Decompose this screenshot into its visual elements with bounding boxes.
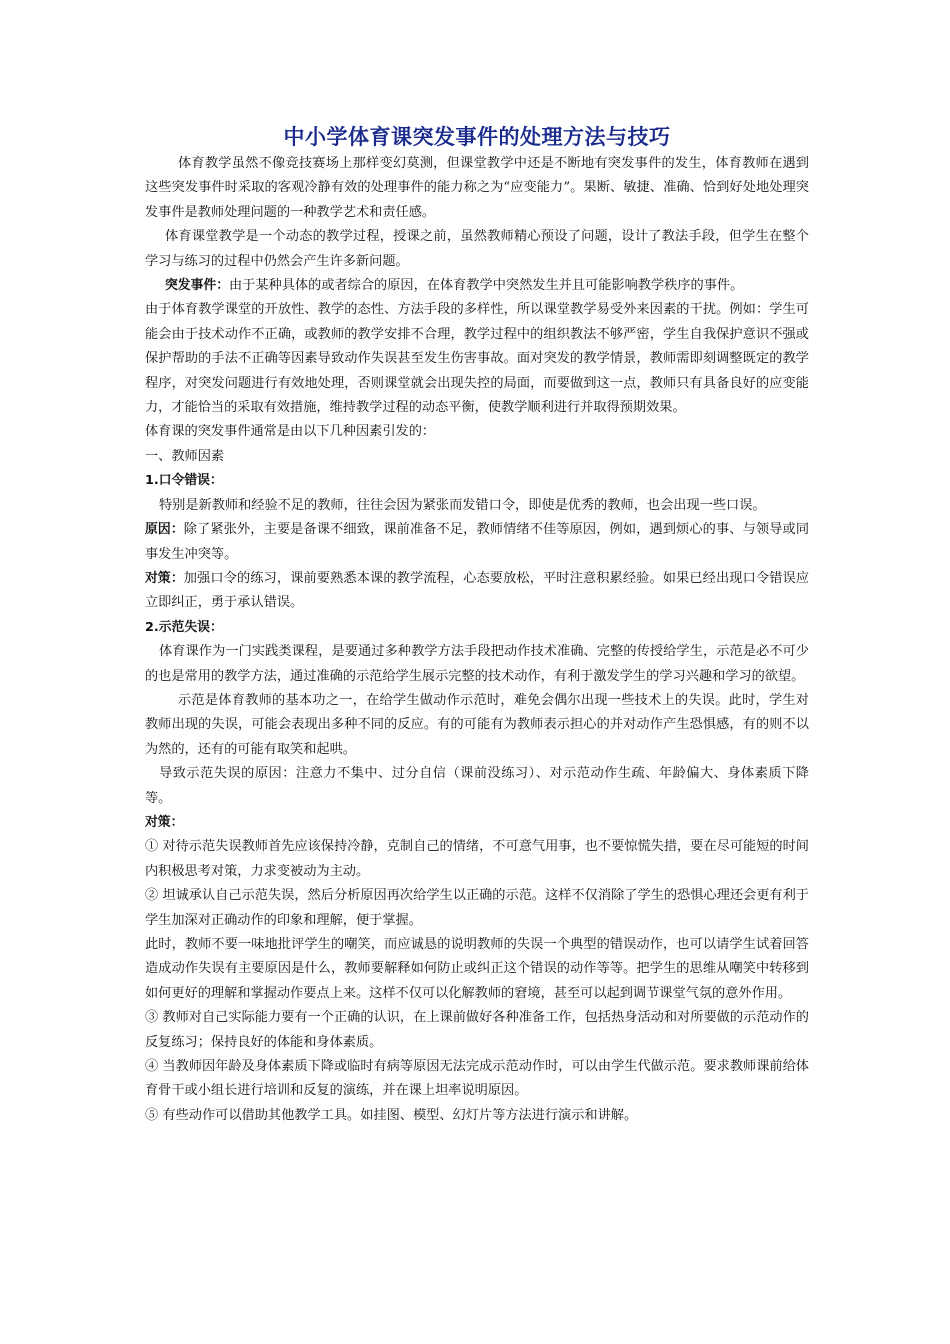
countermeasure-item-1: ① 对待示范失误教师首先应该保持冷静，克制自己的情绪，不可意气用事，也不要惊慌失措，要在尽可能短的时间内积极思考对策，力求变被动为主动。 (145, 839, 809, 879)
page-title: 中小学体育课突发事件的处理方法与技巧 (283, 125, 671, 149)
heading-command-error: 1.口令错误： (145, 473, 223, 489)
section-teacher-factors: 一、教师因素 (145, 448, 225, 464)
countermeasure-item-2: ② 坦诚承认自己示范失误，然后分析原因再次给学生以正确的示范。这样不仅消除了学生的恐惧心理还会更有利于学生加深对正确动作的印象和理解，便于掌握。 (145, 888, 809, 928)
paragraph-command-error: 特别是新教师和经验不足的教师，往往会因为紧张而发错口令，即使是优秀的教师，也会出现一些口误。 (159, 497, 766, 513)
countermeasure-item-3: ③ 教师对自己实际能力要有一个正确的认识，在上课前做好各种准备工作，包括热身活动和对所要做的示范动作的反复练习；保持良好的体能和身体素质。 (145, 1010, 809, 1050)
heading-countermeasures: 对策： (145, 814, 184, 830)
countermeasure-label: 对策： (145, 570, 184, 586)
paragraph-countermeasure (145, 567, 809, 616)
reason-text: 除了紧张外，主要是备课不细致，课前准备不足，教师情绪不佳等原因，例如，遇到烦心的事、与领导或同事发生冲突等。 (145, 522, 810, 562)
countermeasure-text: 加强口令的练习，课前要熟悉本课的教学流程，心态要放松，平时注意积累经验。如果已经出现口令错误应立即纠正，勇于承认错误。 (145, 570, 810, 611)
intro-paragraph: 体育教学虽然不像竞技赛场上那样变幻莫测，但课堂教学中还是不断地有突发事件的发生，体育教师在遇到这些突发事件时采取的客观冷静有效的处理事件的能力称之为“应变能力”。果断、敏捷、准确、恰到好处地处理突发事件是教师处理问题的一种教学艺术和责任感。 (145, 156, 809, 220)
countermeasure-item-5: ⑤ 有些动作可以借助其他教学工具。如挂图、模型、幻灯片等方法进行演示和讲解。 (145, 1107, 638, 1123)
paragraph-definition (145, 274, 809, 298)
paragraph-after-error: 此时，教师不要一味地批评学生的嘲笑，而应诚恳的说明教师的失误一个典型的错误动作，也可以请学生试着回答造成动作失误有主要原因是什么，教师要解释如何防止或纠正这个错误的动作等等。把学生的思维从嘲笑中转移到如何更好的理解和掌握动作要点上来。这样不仅可以化解教师的窘境，甚至可以起到调节课堂气氛的意外作用。 (145, 937, 809, 1001)
heading-demo-error: 2.示范失误： (145, 619, 223, 635)
definition-label: 突发事件： (165, 278, 229, 294)
paragraph-causes: 由于体育教学课堂的开放性、教学的态性、方法手段的多样性，所以课堂教学易受外来因素的干扰。例如：学生可能会由于技术动作不正确，或教师的教学安排不合理，教学过程中的组织教法不够严密，学生自我保护意识不强或保护帮助的手法不正确等因素导致动作失误甚至发生伤害事故。面对突发的教学情景，教师需即刻调整既定的教学程序，对突发问题进行有效地处理，否则课堂就会出现失控的局面，而要做到这一点，教师只有具备良好的应变能力，才能恰当的采取有效措施，维持教学过程的动态平衡，使教学顺利进行并取得预期效果。 (145, 302, 809, 416)
paragraph-factors-intro: 体育课的突发事件通常是由以下几种因素引发的： (145, 424, 436, 440)
paragraph-demo-importance: 体育课作为一门实践类课程，是要通过多种教学方法手段把动作技术准确、完整的传授给学生，示范是必不可少的也是常用的教学方法，通过准确的示范给学生展示完整的技术动作，有利于激发学生的学习兴趣和学习的欲望。 (145, 644, 809, 684)
countermeasure-item-4: ④ 当教师因年龄及身体素质下降或临时有病等原因无法完成示范动作时，可以由学生代做示范。要求教师课前给体育骨干或小组长进行培训和反复的演练，并在课上坦率说明原因。 (145, 1059, 809, 1099)
definition-text: 由于某种具体的或者综合的原因，在体育教学中突然发生并且可能影响教学秩序的事件。 (228, 278, 744, 294)
paragraph-demo-error-causes: 导致示范失误的原因：注意力不集中、过分自信（课前没练习）、对示范动作生疏、年龄偏大、身体素质下降等。 (145, 766, 809, 806)
document-body (145, 122, 809, 1128)
paragraph-classroom-dynamic: 体育课堂教学是一个动态的教学过程，授课之前，虽然教师精心预设了问题，设计了教法手段，但学生在整个学习与练习的过程中仍然会产生许多新问题。 (145, 229, 809, 269)
paragraph-reason (145, 518, 809, 567)
reason-label: 原因： (145, 522, 184, 538)
paragraph-demo-basic-skill: 示范是体育教师的基本功之一，在给学生做动作示范时，难免会偶尔出现一些技术上的失误。此时，学生对教师出现的失误，可能会表现出多种不同的反应。有的可能有为教师表示担心的并对动作产生恐惧感，有的则不以为然的，还有的可能有取笑和起哄。 (145, 692, 809, 757)
